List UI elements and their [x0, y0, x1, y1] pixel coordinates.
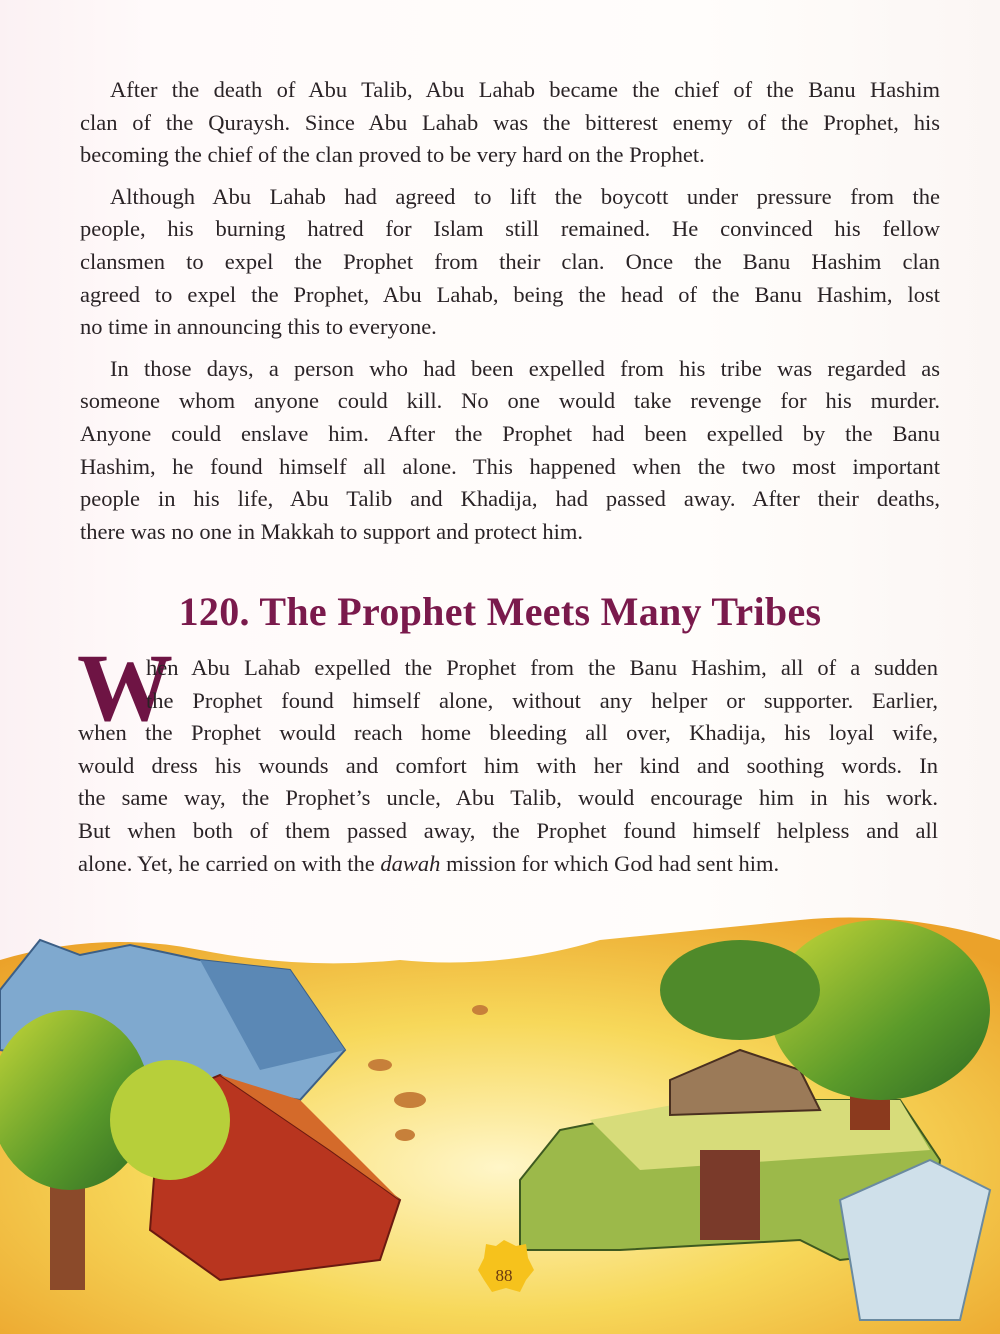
text-line: there was no one in Makkah to support and protect him.	[80, 518, 584, 544]
section-body	[78, 652, 938, 880]
section-heading: 120. The Prophet Meets Many Tribes	[178, 589, 822, 634]
text-line: Hashim, he found himself all alone. This happened when the two most important	[80, 453, 940, 479]
text-line: someone whom anyone could kill. No one would take revenge for his murder.	[80, 388, 940, 414]
italic-term: dawah	[380, 850, 441, 876]
paragraph-3	[80, 353, 940, 549]
text-segment: alone. Yet, he carried on with the	[78, 850, 381, 876]
text-line: clan of the Quraysh. Since Abu Lahab was the bitterest enemy of the Prophet, his	[80, 109, 940, 135]
text-line: agreed to expel the Prophet, Abu Lahab, being the head of the Banu Hashim, lost	[80, 281, 940, 307]
text-line: the Prophet found himself alone, without any helper or supporter. Earlier,	[146, 687, 938, 713]
text-line: people in his life, Abu Talib and Khadija, had passed away. After their deaths,	[80, 486, 940, 512]
text-line: would dress his wounds and comfort him with her kind and soothing words. In	[78, 752, 938, 778]
paragraph-1	[80, 74, 940, 172]
body-text	[80, 74, 940, 557]
text-line: Anyone could enslave him. After the Prophet had been expelled by the Banu	[80, 420, 940, 446]
text-segment: mission for which God had sent him.	[440, 850, 780, 876]
text-line: After the death of Abu Talib, Abu Lahab became the chief of the Banu Hashim	[110, 77, 940, 102]
text-line: becoming the chief of the clan proved to be very hard on the Prophet.	[80, 142, 705, 168]
drop-cap: W	[77, 634, 173, 741]
page-number: 88	[495, 1266, 513, 1285]
text-line: clansmen to expel the Prophet from their clan. Once the Banu Hashim clan	[80, 248, 940, 274]
text-line: no time in announcing this to everyone.	[80, 314, 437, 340]
text-line: hen Abu Lahab expelled the Prophet from the Banu Hashim, all of a sudden	[146, 655, 938, 680]
text-line: the same way, the Prophet’s uncle, Abu Talib, would encourage him in his work.	[78, 785, 938, 811]
text-line: when the Prophet would reach home bleeding all over, Khadija, his loyal wife,	[78, 720, 938, 746]
paragraph-2	[80, 181, 940, 344]
text-line: In those days, a person who had been expelled from his tribe was regarded as	[110, 355, 940, 381]
text-line: But when both of them passed away, the Prophet found himself helpless and all	[78, 817, 938, 843]
text-line: people, his burning hatred for Islam still remained. He convinced his fellow	[80, 216, 940, 242]
text-line	[78, 848, 938, 881]
text-line: Although Abu Lahab had agreed to lift the boycott under pressure from the	[110, 183, 940, 209]
